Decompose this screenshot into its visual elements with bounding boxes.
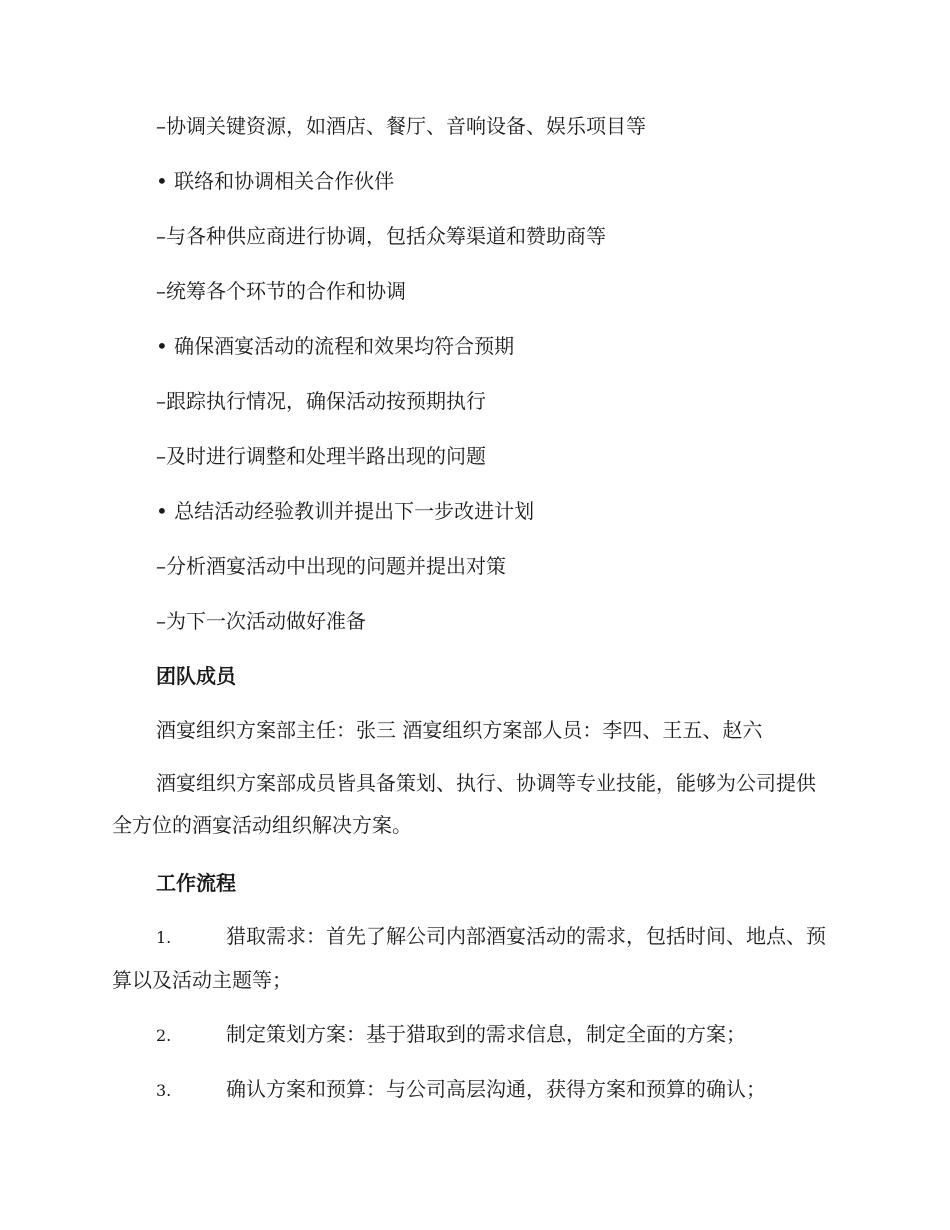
list-item: –及时进行调整和处理半路出现的问题 <box>156 444 486 468</box>
list-item: –与各种供应商进行协调，包括众筹渠道和赞助商等 <box>156 224 606 248</box>
step-number: 3. <box>156 1081 172 1100</box>
list-item: –为下一次活动做好准备 <box>156 609 366 633</box>
step-text: 猎取需求：首先了解公司内部酒宴活动的需求，包括时间、地点、预算以及活动主题等； <box>112 924 826 992</box>
workflow-step <box>112 915 832 1001</box>
step-number: 1. <box>156 928 172 947</box>
list-item: –协调关键资源，如酒店、餐厅、音响设备、娱乐项目等 <box>156 114 646 138</box>
list-item: • 联络和协调相关合作伙伴 <box>156 169 395 193</box>
list-item: • 总结活动经验教训并提出下一步改进计划 <box>156 499 535 523</box>
team-description: 酒宴组织方案部成员皆具备策划、执行、协调等专业技能，能够为公司提供全方位的酒宴活动组织解决方案。 <box>112 771 816 837</box>
list-item: –分析酒宴活动中出现的问题并提出对策 <box>156 554 506 578</box>
workflow-step <box>112 1022 832 1048</box>
step-number: 2. <box>156 1026 172 1045</box>
team-heading: 团队成员 <box>156 664 236 688</box>
step-text: 确认方案和预算：与公司高层沟通，获得方案和预算的确认； <box>226 1077 766 1101</box>
workflow-heading: 工作流程 <box>156 871 236 895</box>
list-item: • 确保酒宴活动的流程和效果均符合预期 <box>156 334 515 358</box>
list-item: –跟踪执行情况，确保活动按预期执行 <box>156 389 486 413</box>
team-members-line: 酒宴组织方案部主任：张三 酒宴组织方案部人员：李四、王五、赵六 <box>156 718 763 742</box>
step-text: 制定策划方案：基于猎取到的需求信息，制定全面的方案； <box>226 1022 746 1046</box>
list-item: –统筹各个环节的合作和协调 <box>156 279 406 303</box>
workflow-step <box>112 1077 832 1103</box>
